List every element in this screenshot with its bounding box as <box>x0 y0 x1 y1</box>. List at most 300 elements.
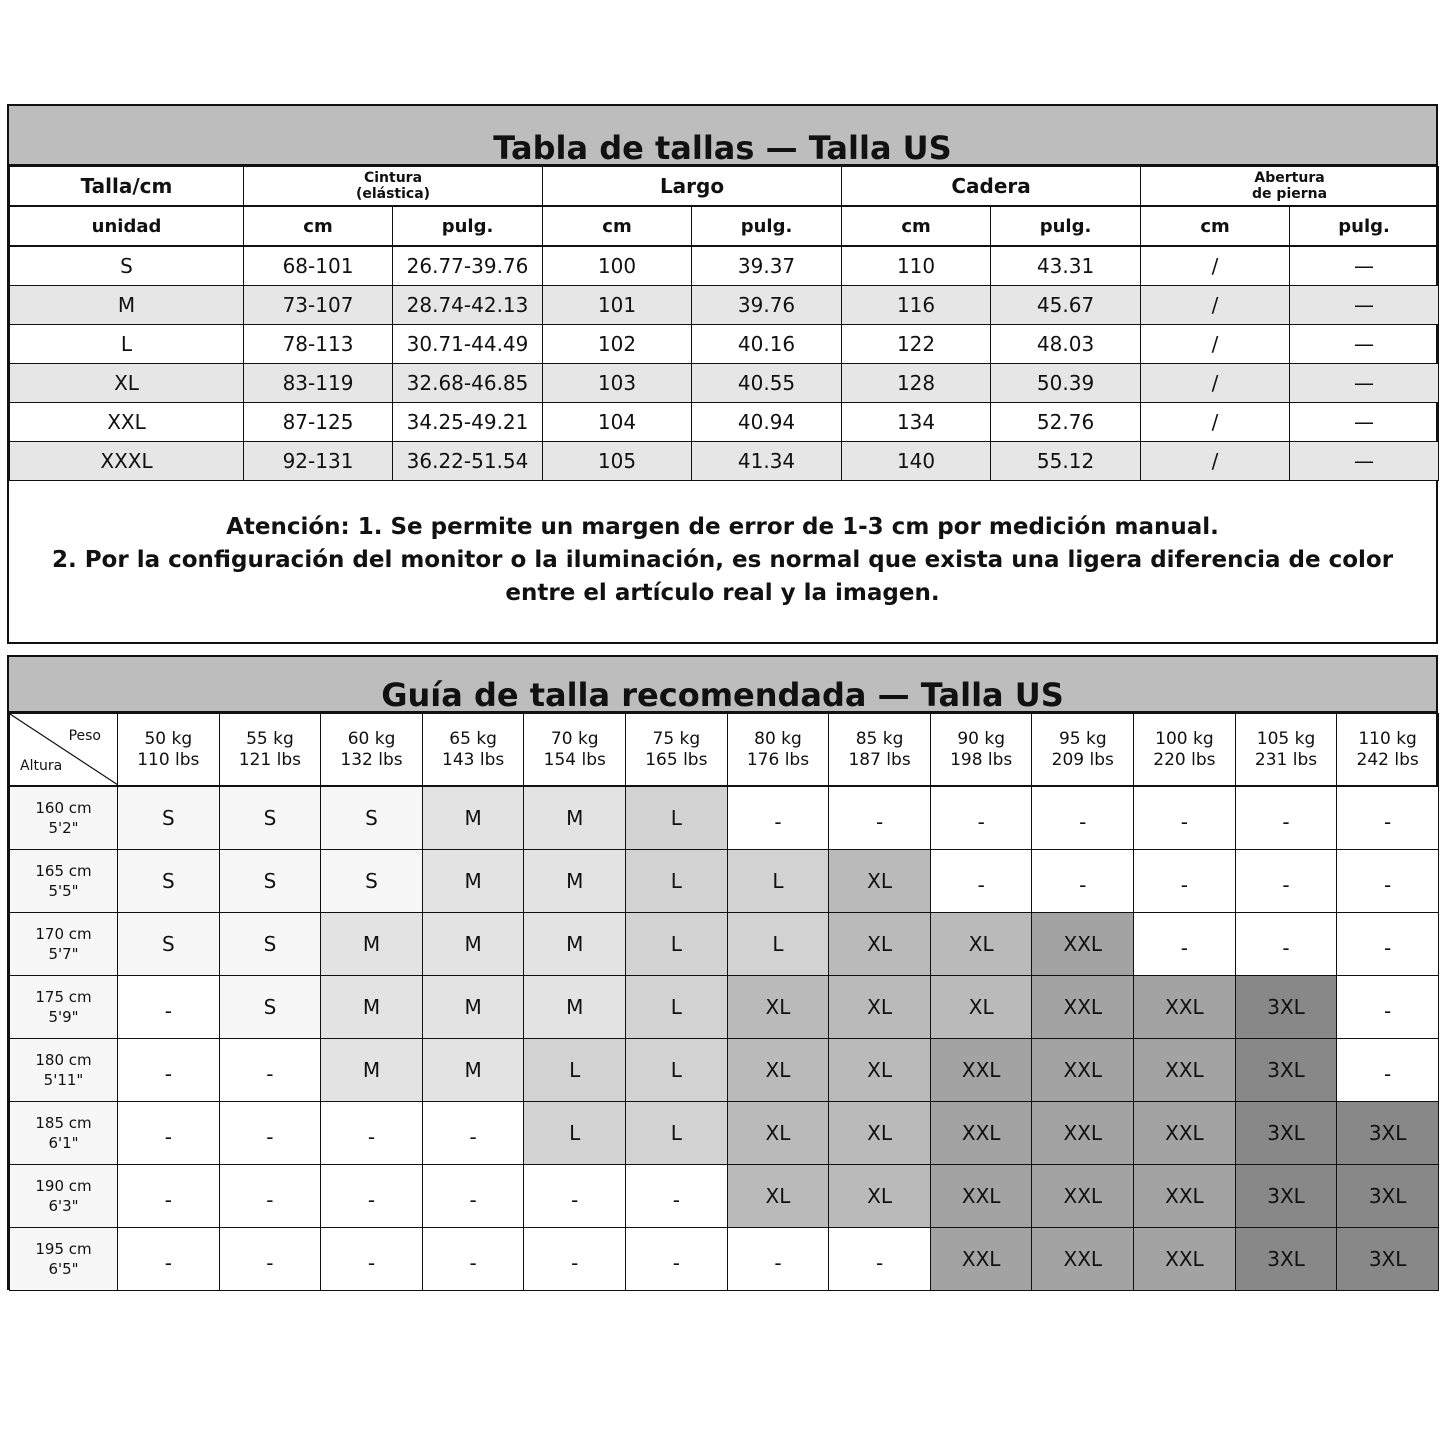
size-recommendation-cell <box>1235 1039 1337 1102</box>
note-line-1: Atención: 1. Se permite un margen de error de 1-3 cm por medición manual. <box>226 514 1219 540</box>
size-value: - <box>1180 810 1188 834</box>
unit-in: pulg. <box>991 206 1141 246</box>
size-recommendation-cell <box>727 786 829 850</box>
size-value: - <box>774 1251 782 1275</box>
size-value: XXL <box>1063 1247 1103 1271</box>
size-chart-title: Tabla de tallas — Talla US <box>493 129 952 167</box>
size-value: 3XL <box>1267 995 1305 1019</box>
size-recommendation-cell <box>118 1039 220 1102</box>
size-recommendation-cell <box>1032 913 1134 976</box>
weight-lbs: 242 lbs <box>1356 749 1419 770</box>
size-value: - <box>367 1251 376 1275</box>
cell-leg-in: — <box>1290 286 1439 325</box>
size-recommendation-cell <box>1032 1165 1134 1228</box>
size-value: - <box>266 1125 274 1149</box>
size-value: - <box>1079 873 1087 897</box>
cell-hip-in: 43.31 <box>991 246 1141 286</box>
height-cm: 190 cm <box>35 1177 92 1195</box>
size-value: M <box>362 1058 381 1082</box>
cell-waist-cm: 68-101 <box>244 246 393 286</box>
size-value: - <box>367 1188 376 1212</box>
size-recommendation-cell <box>829 976 931 1039</box>
size-recommendation-cell <box>1337 850 1439 913</box>
size-recommendation-cell <box>930 1165 1032 1228</box>
weight-header <box>626 714 728 787</box>
cell-length-in: 41.34 <box>692 442 842 481</box>
weight-kg: 60 kg <box>347 728 396 749</box>
size-value: L <box>569 1058 581 1082</box>
size-value: XL <box>765 1121 791 1145</box>
size-chart-note <box>9 481 1436 640</box>
size-recommendation-cell <box>1032 1102 1134 1165</box>
cell-hip-in: 52.76 <box>991 403 1141 442</box>
weight-kg: 80 kg <box>754 728 802 749</box>
height-cm: 185 cm <box>35 1114 92 1132</box>
cell-leg-cm: / <box>1141 325 1290 364</box>
size-recommendation-cell <box>321 1102 423 1165</box>
size-value: S <box>263 869 277 893</box>
unit-in: pulg. <box>1290 206 1439 246</box>
cell-waist-in: 34.25-49.21 <box>393 403 543 442</box>
size-recommendation-cell <box>219 1228 321 1291</box>
size-recommendation-cell <box>727 1102 829 1165</box>
size-recommendation-cell <box>626 976 728 1039</box>
size-value: - <box>1384 999 1392 1023</box>
weight-header <box>1337 714 1439 787</box>
size-value: L <box>670 869 682 893</box>
cell-hip-cm: 110 <box>842 246 991 286</box>
size-recommendation-cell <box>524 1228 626 1291</box>
cell-hip-in: 48.03 <box>991 325 1141 364</box>
weight-lbs: 176 lbs <box>746 749 810 770</box>
size-value: M <box>566 806 584 830</box>
cell-waist-cm: 87-125 <box>244 403 393 442</box>
size-recommendation-cell <box>829 850 931 913</box>
size-value: XXL <box>1165 1247 1204 1271</box>
size-recommendation-cell <box>1134 1102 1236 1165</box>
size-recommendation-cell <box>422 976 524 1039</box>
unit-cm: cm <box>543 206 692 246</box>
size-value: L <box>569 1121 581 1145</box>
size-value: - <box>1384 810 1392 834</box>
size-recommendation-cell <box>1134 913 1236 976</box>
size-value: L <box>670 806 682 830</box>
size-recommendation-cell <box>727 913 829 976</box>
weight-kg: 50 kg <box>144 728 193 749</box>
size-value: XXL <box>1165 1058 1204 1082</box>
unit-label: unidad <box>10 206 244 246</box>
size-value: XL <box>765 1058 791 1082</box>
weight-kg: 55 kg <box>246 728 294 749</box>
size-recommendation-cell <box>1134 1165 1236 1228</box>
weight-lbs: 154 lbs <box>543 749 606 770</box>
size-guide-title: Guía de talla recomendada — Talla US <box>381 676 1064 714</box>
cell-size: XXXL <box>10 442 244 481</box>
size-recommendation-cell <box>1134 1039 1236 1102</box>
size-value: 3XL <box>1267 1247 1305 1271</box>
size-chart-row <box>10 364 1439 403</box>
height-ft: 5'2" <box>48 819 79 837</box>
size-recommendation-cell <box>626 786 728 850</box>
cell-leg-in: — <box>1290 246 1439 286</box>
cell-hip-in: 55.12 <box>991 442 1141 481</box>
height-cm: 170 cm <box>35 925 92 943</box>
unit-in: pulg. <box>692 206 842 246</box>
height-label <box>10 1165 118 1228</box>
size-recommendation-cell <box>422 1228 524 1291</box>
weight-kg: 95 kg <box>1058 728 1107 749</box>
size-recommendation-cell <box>829 1228 931 1291</box>
size-recommendation-cell <box>727 850 829 913</box>
size-recommendation-cell <box>930 1039 1032 1102</box>
size-value: - <box>1282 873 1290 897</box>
cell-hip-cm: 122 <box>842 325 991 364</box>
size-recommendation-cell <box>1134 976 1236 1039</box>
size-value: L <box>670 1058 682 1082</box>
cell-length-cm: 103 <box>543 364 692 403</box>
size-value: 3XL <box>1368 1184 1407 1208</box>
size-value: XL <box>968 932 994 956</box>
size-recommendation-cell <box>626 1039 728 1102</box>
length-group-header: Largo <box>543 167 842 207</box>
size-recommendation-cell <box>930 1102 1032 1165</box>
weight-lbs: 209 lbs <box>1051 749 1114 770</box>
weight-header-row <box>10 714 1439 787</box>
size-chart-row <box>10 403 1439 442</box>
height-ft: 5'7" <box>48 945 79 963</box>
size-recommendation-cell <box>524 976 626 1039</box>
size-recommendation-cell <box>1337 786 1439 850</box>
weight-kg: 85 kg <box>855 728 904 749</box>
size-value: XL <box>765 1184 791 1208</box>
size-recommendation-cell <box>1337 1165 1439 1228</box>
size-recommendation-cell <box>829 1102 931 1165</box>
size-value: XXL <box>1063 995 1103 1019</box>
size-recommendation-cell <box>1337 1102 1439 1165</box>
size-guide-panel <box>7 655 1438 1290</box>
height-ft: 6'3" <box>48 1197 79 1215</box>
size-value: M <box>566 869 584 893</box>
size-recommendation-cell <box>422 1102 524 1165</box>
size-chart-row <box>10 246 1439 286</box>
cell-waist-in: 26.77-39.76 <box>393 246 543 286</box>
size-value: XXL <box>1063 1184 1103 1208</box>
size-recommendation-cell <box>1032 786 1134 850</box>
size-recommendation-cell <box>727 1039 829 1102</box>
size-value: - <box>977 810 985 834</box>
size-recommendation-cell <box>219 1039 321 1102</box>
cell-leg-in: — <box>1290 364 1439 403</box>
cell-length-cm: 101 <box>543 286 692 325</box>
size-recommendation-cell <box>1337 913 1439 976</box>
size-value: - <box>266 1251 274 1275</box>
size-value: S <box>263 995 277 1019</box>
height-row <box>10 850 1439 913</box>
size-value: XXL <box>961 1121 1001 1145</box>
size-recommendation-cell <box>930 786 1032 850</box>
cell-leg-cm: / <box>1141 403 1290 442</box>
height-cm: 195 cm <box>35 1240 92 1258</box>
size-recommendation-cell <box>1235 850 1337 913</box>
height-row <box>10 1102 1439 1165</box>
height-ft: 5'5" <box>48 882 79 900</box>
size-recommendation-cell <box>626 1102 728 1165</box>
cell-length-cm: 105 <box>543 442 692 481</box>
size-value: XL <box>765 995 791 1019</box>
size-value: 3XL <box>1368 1247 1407 1271</box>
cell-hip-in: 50.39 <box>991 364 1141 403</box>
size-value: XL <box>867 932 892 956</box>
size-recommendation-cell <box>930 850 1032 913</box>
size-value: L <box>772 932 784 956</box>
weight-lbs: 220 lbs <box>1153 749 1216 770</box>
size-value: - <box>469 1251 477 1275</box>
size-value: 3XL <box>1267 1058 1305 1082</box>
weight-kg: 90 kg <box>957 728 1006 749</box>
size-value: XL <box>867 1121 892 1145</box>
size-chart-row <box>10 325 1439 364</box>
size-chart-unit-header <box>10 206 1439 246</box>
cell-waist-cm: 78-113 <box>244 325 393 364</box>
size-value: - <box>164 1188 172 1212</box>
size-value: - <box>1282 936 1290 960</box>
size-value: - <box>672 1251 680 1275</box>
hip-group-header: Cadera <box>842 167 1141 207</box>
size-value: XXL <box>961 1247 1001 1271</box>
size-recommendation-cell <box>626 1165 728 1228</box>
size-value: - <box>571 1188 579 1212</box>
cell-leg-cm: / <box>1141 364 1290 403</box>
size-guide-title-bar <box>9 657 1436 713</box>
height-row <box>10 913 1439 976</box>
size-value: L <box>670 932 682 956</box>
size-value: 3XL <box>1368 1121 1407 1145</box>
size-value: M <box>566 932 584 956</box>
size-recommendation-cell <box>1134 1228 1236 1291</box>
size-recommendation-cell <box>1235 786 1337 850</box>
size-value: M <box>464 995 482 1019</box>
weight-header <box>829 714 931 787</box>
weight-header <box>727 714 829 787</box>
cell-size: S <box>10 246 244 286</box>
weight-lbs: 187 lbs <box>848 749 911 770</box>
weight-kg: 65 kg <box>449 728 497 749</box>
cell-length-in: 39.76 <box>692 286 842 325</box>
size-recommendation-cell <box>1032 1039 1134 1102</box>
height-cm: 160 cm <box>35 799 92 817</box>
size-recommendation-cell <box>118 1228 220 1291</box>
size-value: M <box>464 932 482 956</box>
size-value: - <box>1384 873 1392 897</box>
height-cm: 180 cm <box>35 1051 92 1069</box>
height-row <box>10 976 1439 1039</box>
size-recommendation-cell <box>118 913 220 976</box>
size-value: XXL <box>1063 1121 1103 1145</box>
size-value: - <box>164 1062 172 1086</box>
size-value: - <box>469 1125 477 1149</box>
size-recommendation-cell <box>1032 1228 1134 1291</box>
size-recommendation-cell <box>524 786 626 850</box>
height-label <box>10 976 118 1039</box>
cell-length-in: 40.16 <box>692 325 842 364</box>
cell-waist-cm: 73-107 <box>244 286 393 325</box>
size-recommendation-cell <box>118 786 220 850</box>
size-guide-table <box>9 713 1439 1291</box>
size-value: L <box>670 1121 682 1145</box>
leg-opening-group-header: Abertura de pierna <box>1141 167 1439 207</box>
weight-kg: 105 kg <box>1256 728 1316 749</box>
size-recommendation-cell <box>930 913 1032 976</box>
size-recommendation-cell <box>1235 1165 1337 1228</box>
weight-header <box>321 714 423 787</box>
cell-length-in: 39.37 <box>692 246 842 286</box>
size-value: XXL <box>1165 995 1204 1019</box>
cell-waist-cm: 92-131 <box>244 442 393 481</box>
size-chart-row <box>10 286 1439 325</box>
size-value: S <box>263 806 277 830</box>
size-recommendation-cell <box>727 1165 829 1228</box>
size-recommendation-cell <box>1337 976 1439 1039</box>
size-recommendation-cell <box>829 786 931 850</box>
size-recommendation-cell <box>219 786 321 850</box>
size-value: M <box>464 806 482 830</box>
cell-size: XL <box>10 364 244 403</box>
size-value: L <box>670 995 682 1019</box>
size-value: - <box>164 999 172 1023</box>
weight-kg: 75 kg <box>652 728 701 749</box>
unit-cm: cm <box>244 206 393 246</box>
size-value: S <box>161 806 175 830</box>
size-recommendation-cell <box>321 786 423 850</box>
size-value: XL <box>867 1058 892 1082</box>
size-recommendation-cell <box>1032 850 1134 913</box>
cell-waist-in: 30.71-44.49 <box>393 325 543 364</box>
size-recommendation-cell <box>321 1228 423 1291</box>
size-recommendation-cell <box>321 850 423 913</box>
size-recommendation-cell <box>524 850 626 913</box>
cell-leg-in: — <box>1290 325 1439 364</box>
cell-waist-in: 32.68-46.85 <box>393 364 543 403</box>
cell-leg-cm: / <box>1141 442 1290 481</box>
weight-lbs: 198 lbs <box>950 749 1013 770</box>
size-recommendation-cell <box>321 1165 423 1228</box>
size-recommendation-cell <box>626 1228 728 1291</box>
size-recommendation-cell <box>118 976 220 1039</box>
size-value: M <box>464 1058 482 1082</box>
size-recommendation-cell <box>1235 976 1337 1039</box>
height-row <box>10 1165 1439 1228</box>
size-recommendation-cell <box>422 786 524 850</box>
size-recommendation-cell <box>422 1039 524 1102</box>
size-value: XL <box>867 869 892 893</box>
weight-kg: 110 kg <box>1358 728 1417 749</box>
cell-length-in: 40.55 <box>692 364 842 403</box>
cell-hip-in: 45.67 <box>991 286 1141 325</box>
size-recommendation-cell <box>524 913 626 976</box>
size-value: XXL <box>961 1184 1001 1208</box>
cell-length-cm: 104 <box>543 403 692 442</box>
size-value: M <box>566 995 584 1019</box>
cell-waist-in: 28.74-42.13 <box>393 286 543 325</box>
size-value: - <box>672 1188 680 1212</box>
size-value: XXL <box>1063 1058 1103 1082</box>
weight-lbs: 231 lbs <box>1254 749 1318 770</box>
size-recommendation-cell <box>1134 850 1236 913</box>
weight-header <box>930 714 1032 787</box>
cell-leg-cm: / <box>1141 246 1290 286</box>
height-ft: 6'5" <box>48 1260 79 1278</box>
size-recommendation-cell <box>118 850 220 913</box>
size-recommendation-cell <box>829 1165 931 1228</box>
size-recommendation-cell <box>219 913 321 976</box>
size-recommendation-cell <box>626 850 728 913</box>
weight-kg: 70 kg <box>550 728 599 749</box>
weight-lbs: 143 lbs <box>442 749 505 770</box>
size-value: - <box>1384 936 1392 960</box>
size-value: - <box>1180 936 1188 960</box>
size-value: L <box>772 869 784 893</box>
weight-kg: 100 kg <box>1155 728 1214 749</box>
weight-header <box>1235 714 1337 787</box>
size-value: - <box>266 1188 274 1212</box>
unit-cm: cm <box>1141 206 1290 246</box>
size-chart-title-bar <box>9 106 1436 166</box>
height-ft: 6'1" <box>48 1134 79 1152</box>
size-value: XXL <box>1165 1184 1204 1208</box>
size-recommendation-cell <box>1032 976 1134 1039</box>
size-value: S <box>161 869 175 893</box>
cell-length-in: 40.94 <box>692 403 842 442</box>
size-recommendation-cell <box>219 850 321 913</box>
height-row <box>10 1228 1439 1291</box>
size-recommendation-cell <box>524 1039 626 1102</box>
size-value: - <box>164 1251 172 1275</box>
size-guide-body <box>10 786 1439 1291</box>
size-value: XXL <box>1063 932 1103 956</box>
size-value: - <box>774 810 782 834</box>
weight-header <box>118 714 220 787</box>
cell-hip-cm: 128 <box>842 364 991 403</box>
size-value: S <box>365 806 378 830</box>
weight-header <box>219 714 321 787</box>
size-value: 3XL <box>1267 1121 1305 1145</box>
weight-lbs: 121 lbs <box>238 749 302 770</box>
size-chart-row <box>10 442 1439 481</box>
weight-header <box>1032 714 1134 787</box>
corner-cell <box>10 714 118 787</box>
cell-leg-in: — <box>1290 403 1439 442</box>
cell-size: M <box>10 286 244 325</box>
size-value: XXL <box>961 1058 1001 1082</box>
weight-axis-label: Peso <box>68 728 101 744</box>
size-recommendation-cell <box>727 976 829 1039</box>
size-value: - <box>1384 1062 1392 1086</box>
size-value: - <box>469 1188 477 1212</box>
height-ft: 5'9" <box>48 1008 79 1026</box>
size-recommendation-cell <box>1134 786 1236 850</box>
cell-leg-cm: / <box>1141 286 1290 325</box>
size-value: 3XL <box>1267 1184 1305 1208</box>
note-line-2: 2. Por la configuración del monitor o la iluminación, es normal que exista una ligera diferencia de color entre el artículo real y la imagen. <box>51 547 1394 606</box>
size-chart-panel <box>7 104 1438 644</box>
size-value: - <box>367 1125 376 1149</box>
cell-waist-in: 36.22-51.54 <box>393 442 543 481</box>
size-value: XL <box>867 995 892 1019</box>
height-cm: 175 cm <box>35 988 92 1006</box>
size-value: - <box>164 1125 172 1149</box>
waist-group-header: Cintura (elástica) <box>244 167 543 207</box>
height-row <box>10 786 1439 850</box>
